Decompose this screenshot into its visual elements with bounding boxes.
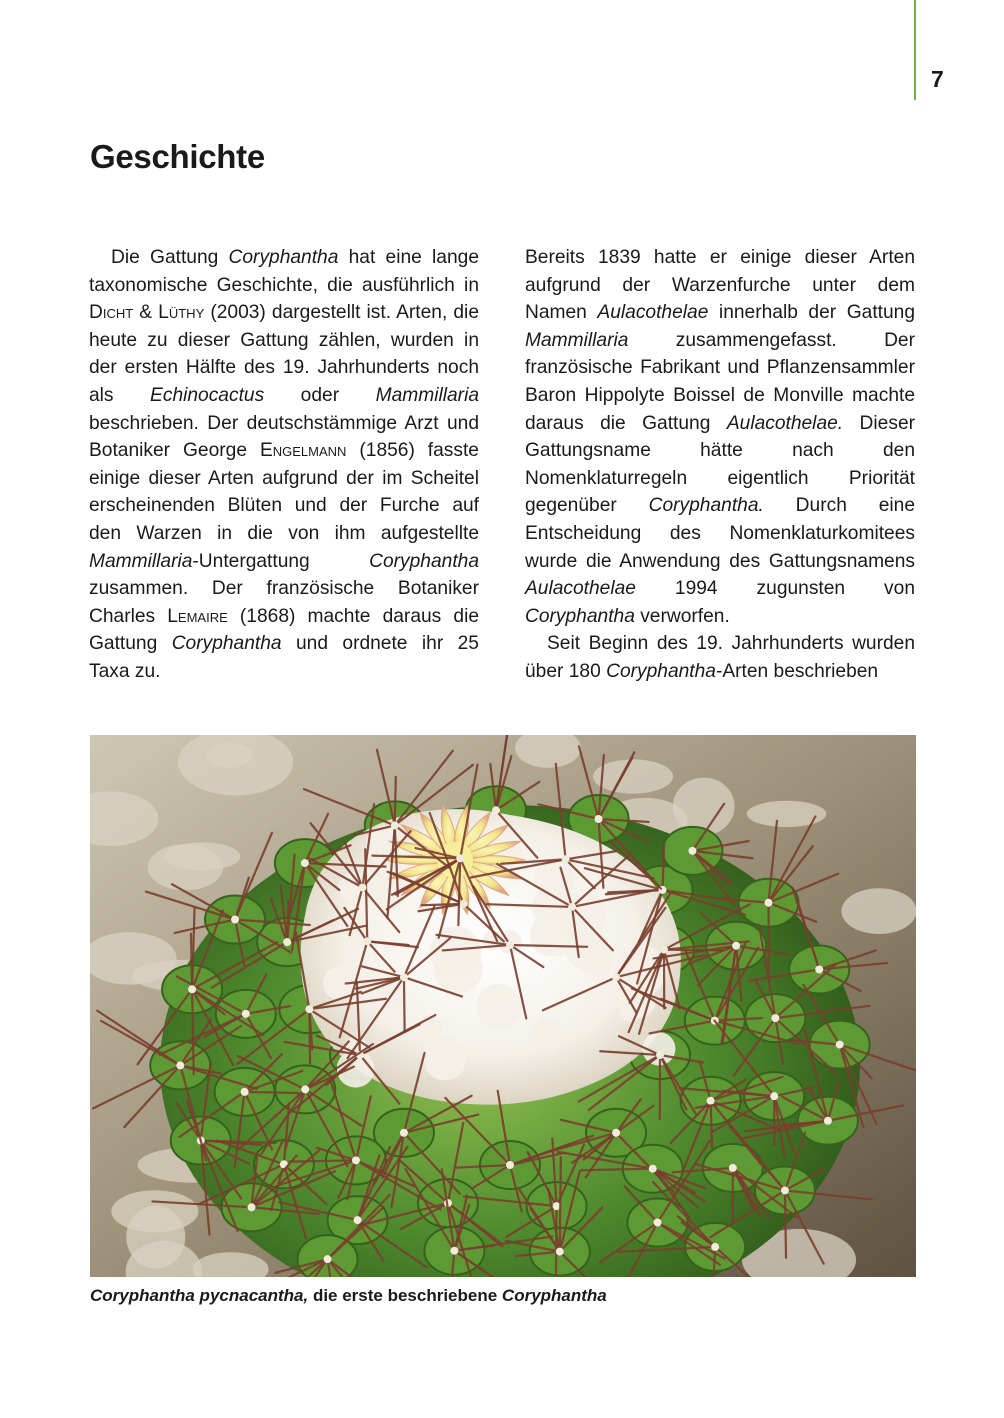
areole bbox=[301, 1085, 309, 1093]
cactus-illustration bbox=[90, 735, 916, 1277]
areole bbox=[492, 806, 500, 814]
areole bbox=[771, 1014, 779, 1022]
areole bbox=[649, 1165, 657, 1173]
genus-name: Mammillaria bbox=[525, 329, 629, 351]
gravel-stone bbox=[673, 778, 735, 836]
areole bbox=[815, 965, 823, 973]
areole bbox=[562, 855, 570, 863]
gravel-stone bbox=[593, 759, 673, 793]
areole bbox=[391, 821, 399, 829]
author-citation: Dicht & Lüthy bbox=[89, 302, 205, 324]
areole bbox=[305, 1005, 313, 1013]
text-run: hat eine lange taxonomische Geschichte, die ausführlich in bbox=[89, 247, 479, 296]
spine bbox=[309, 1009, 310, 1063]
genus-name: Coryphantha bbox=[171, 633, 282, 655]
areole bbox=[770, 1092, 778, 1100]
areole bbox=[711, 1243, 719, 1251]
text-run: Die Gattung bbox=[111, 247, 229, 268]
text-run: und ordnete ihr 25 Taxa zu. bbox=[89, 633, 479, 682]
wool-tuft bbox=[529, 1019, 563, 1053]
areole bbox=[506, 941, 514, 949]
text-run: Durch eine Entscheidung des Nomenklaturkomitees wurde die Anwendung des Gattungsnamens bbox=[525, 495, 916, 572]
text-run: innerhalb der Gattung bbox=[708, 302, 915, 324]
text-run: -Untergattung bbox=[192, 550, 370, 572]
genus-name: Coryphantha. bbox=[648, 495, 764, 517]
text-run: Dieser Gattungsname hätte nach den Nomenklaturregeln eigentlich Priorität gegenüber bbox=[525, 412, 915, 517]
areole bbox=[450, 1247, 458, 1255]
areole bbox=[595, 815, 603, 823]
author-citation: Lemaire bbox=[167, 605, 228, 627]
text-column-right bbox=[525, 244, 915, 686]
areole bbox=[400, 973, 408, 981]
text-run: oder bbox=[264, 384, 376, 406]
text-run: beschrieben. Der deutschstämmige Arzt und Botaniker George bbox=[89, 412, 479, 462]
page-number: 7 bbox=[931, 66, 944, 92]
genus-name: Coryphantha bbox=[228, 247, 339, 268]
areole bbox=[836, 1041, 844, 1049]
areole bbox=[241, 1088, 249, 1096]
spine bbox=[245, 1092, 299, 1093]
areole bbox=[729, 1164, 737, 1172]
text-run: (1868) machte daraus die Gattung bbox=[89, 605, 480, 655]
text-run: verworfen. bbox=[634, 605, 730, 627]
areole bbox=[824, 1117, 832, 1125]
genus-name: Coryphantha bbox=[606, 660, 716, 682]
page-edge-rule bbox=[914, 0, 916, 100]
gravel-stone bbox=[841, 888, 916, 934]
areole bbox=[612, 973, 620, 981]
wool-tuft bbox=[423, 1037, 466, 1080]
areole bbox=[656, 1051, 664, 1059]
areole bbox=[301, 859, 309, 867]
paragraph-2 bbox=[525, 244, 915, 630]
genus-name: Mammillaria bbox=[375, 384, 479, 406]
text-run: Seit Beginn des 19. Jahrhunderts wurden über 180 bbox=[525, 633, 915, 682]
text-run: zusammen. Der französische Botaniker Charles bbox=[89, 578, 479, 627]
areole bbox=[506, 1161, 514, 1169]
text-run: (2003) dargestellt ist. Arten, die heute zu dieser Gattung zählen, wurden in der ersten Hälfte des 19. Jahrhunderts noch als bbox=[89, 302, 479, 406]
areole bbox=[231, 916, 239, 924]
areole bbox=[354, 1216, 362, 1224]
gravel-stone bbox=[206, 743, 253, 768]
areole bbox=[568, 903, 576, 911]
genus-name: Coryphantha bbox=[501, 1286, 607, 1305]
areole bbox=[358, 883, 366, 891]
text-run: 1994 zugunsten von bbox=[635, 578, 915, 600]
wool-tuft bbox=[477, 984, 522, 1029]
areole bbox=[283, 938, 291, 946]
spine bbox=[395, 777, 396, 826]
species-name: Coryphantha pycnacantha, bbox=[90, 1286, 309, 1305]
areole bbox=[781, 1186, 789, 1194]
spine bbox=[711, 1101, 712, 1148]
areole bbox=[456, 854, 464, 862]
spine bbox=[785, 1190, 786, 1257]
cactus-photo bbox=[90, 735, 916, 1277]
text-run: Bereits 1839 hatte er einige dieser Arten aufgrund der Warzenfurche unter dem Namen bbox=[525, 247, 915, 324]
genus-name: Aulacothelae bbox=[525, 578, 636, 600]
areole bbox=[654, 1219, 662, 1227]
gravel-stone bbox=[164, 842, 240, 870]
areole bbox=[242, 1010, 250, 1018]
spine bbox=[581, 1169, 653, 1171]
areole bbox=[324, 1255, 332, 1263]
areole bbox=[352, 1156, 360, 1164]
areole bbox=[612, 1129, 620, 1137]
figure-caption bbox=[90, 1286, 607, 1306]
areole bbox=[688, 847, 696, 855]
spine bbox=[560, 1157, 561, 1251]
paragraph-3 bbox=[525, 630, 915, 685]
paragraph-1 bbox=[89, 244, 479, 686]
areole bbox=[363, 937, 371, 945]
caption-text: die erste beschriebene bbox=[308, 1286, 502, 1305]
genus-name: Coryphantha bbox=[525, 605, 635, 627]
text-run: (1856) fasste einige dieser Arten aufgrund der im Scheitel erscheinenden Blüten und der Furche auf den Warzen in die von ihm aufgestellte bbox=[89, 440, 479, 544]
chapter-heading: Geschichte bbox=[90, 138, 265, 175]
genus-name: Aulacothelae. bbox=[726, 412, 844, 434]
areole bbox=[176, 1061, 184, 1069]
spine bbox=[287, 901, 288, 942]
spine bbox=[422, 904, 464, 905]
areole bbox=[660, 946, 668, 954]
text-column-left bbox=[89, 244, 479, 686]
genus-name: Echinocactus bbox=[150, 384, 265, 406]
genus-name: Aulacothelae bbox=[597, 302, 709, 324]
genus-name: Mammillaria bbox=[89, 550, 193, 572]
genus-name: Coryphantha bbox=[369, 550, 479, 572]
areole bbox=[764, 899, 772, 907]
areole bbox=[400, 1129, 408, 1137]
text-run: zusammengefasst. Der französische Fabrikant und Pflanzensammler Baron Hippolyte Boissel de Monville machte daraus die Gattung bbox=[525, 329, 915, 434]
areole bbox=[556, 1248, 564, 1256]
wool-tuft bbox=[579, 943, 613, 977]
spine bbox=[191, 934, 192, 990]
areole bbox=[459, 900, 467, 908]
author-citation: Engelmann bbox=[259, 440, 347, 462]
areole bbox=[188, 985, 196, 993]
areole bbox=[248, 1203, 256, 1211]
spine bbox=[404, 977, 405, 1032]
areole bbox=[707, 1097, 715, 1105]
text-run: -Arten beschrieben bbox=[715, 660, 879, 682]
spine bbox=[556, 1206, 557, 1277]
gravel-stone bbox=[747, 801, 827, 827]
areole bbox=[732, 942, 740, 950]
